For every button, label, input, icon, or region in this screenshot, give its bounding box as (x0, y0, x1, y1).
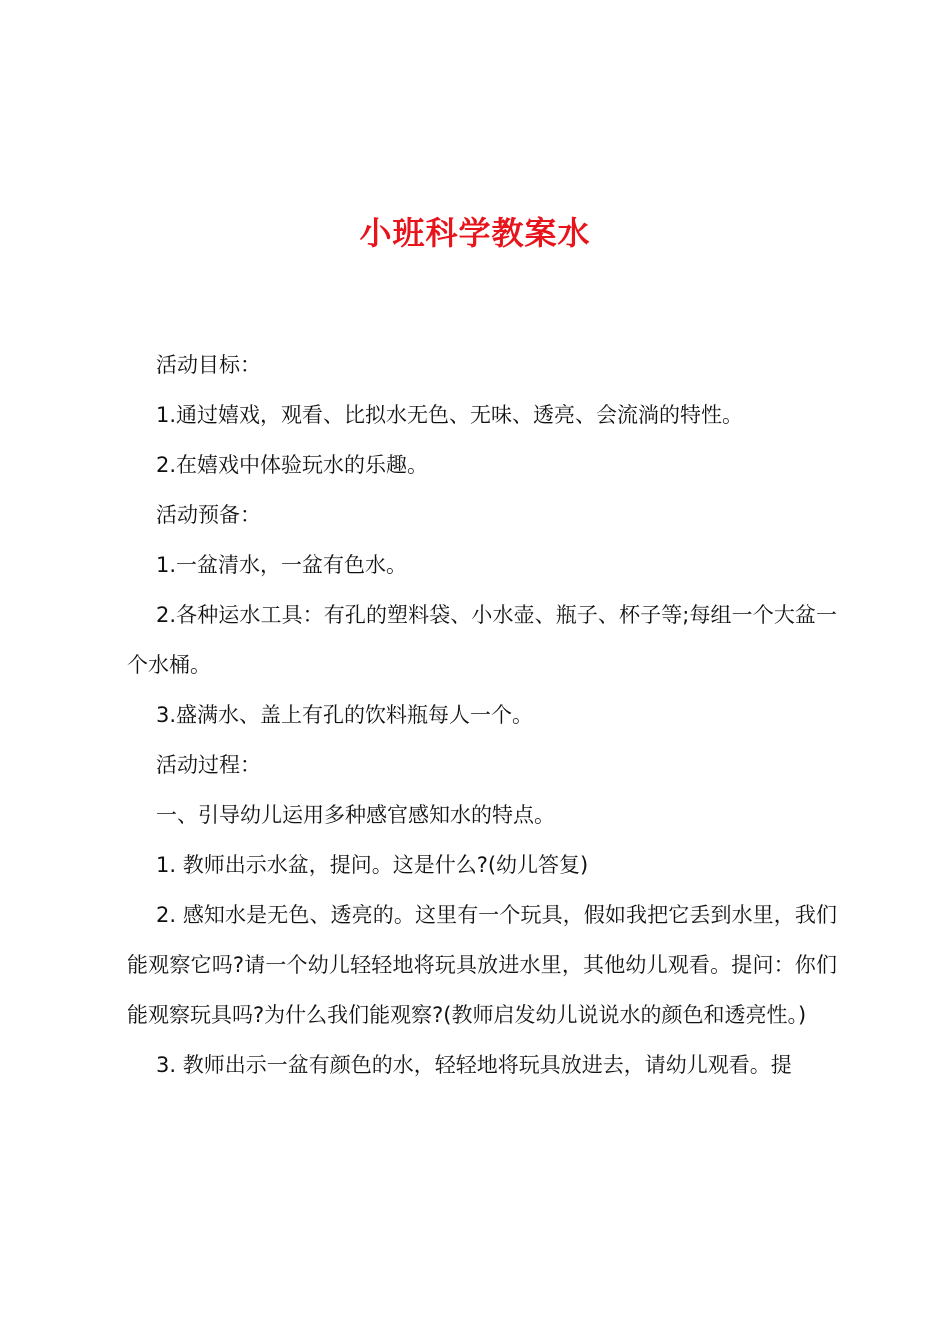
document-title: 小班科学教案水 (359, 214, 591, 252)
section-heading-preparation: 活动预备： (156, 503, 261, 527)
process-step-heading: 一、引导幼儿运用多种感官感知水的特点。 (156, 803, 555, 827)
goal-item-1: 1.通过嬉戏，观看、比拟水无色、无味、透亮、会流淌的特性。 (156, 403, 744, 427)
section-heading-process: 活动过程： (156, 753, 261, 777)
section-heading-goals: 活动目标： (156, 353, 261, 377)
process-item-2: 2. 感知水是无色、透亮的。这里有一个玩具，假如我把它丢到水里，我们能观察它吗?请一个幼儿轻轻地将玩具放进水里，其他幼儿观看。提问：你们能观察玩具吗?为什么我们能观察?(教师启发幼儿说说水的颜色和透亮性。) (127, 903, 837, 1027)
preparation-item-2: 2.各种运水工具：有孔的塑料袋、小水壶、瓶子、杯子等;每组一个大盆一个水桶。 (127, 603, 837, 677)
process-item-1: 1. 教师出示水盆，提问。这是什么?(幼儿答复) (156, 853, 589, 877)
preparation-item-3: 3.盛满水、盖上有孔的饮料瓶每人一个。 (156, 703, 534, 727)
preparation-item-1: 1.一盆清水，一盆有色水。 (156, 553, 408, 577)
document-body (127, 340, 837, 1090)
goal-item-2: 2.在嬉戏中体验玩水的乐趣。 (156, 453, 429, 477)
process-item-3: 3. 教师出示一盆有颜色的水，轻轻地将玩具放进去，请幼儿观看。提 (156, 1053, 792, 1077)
